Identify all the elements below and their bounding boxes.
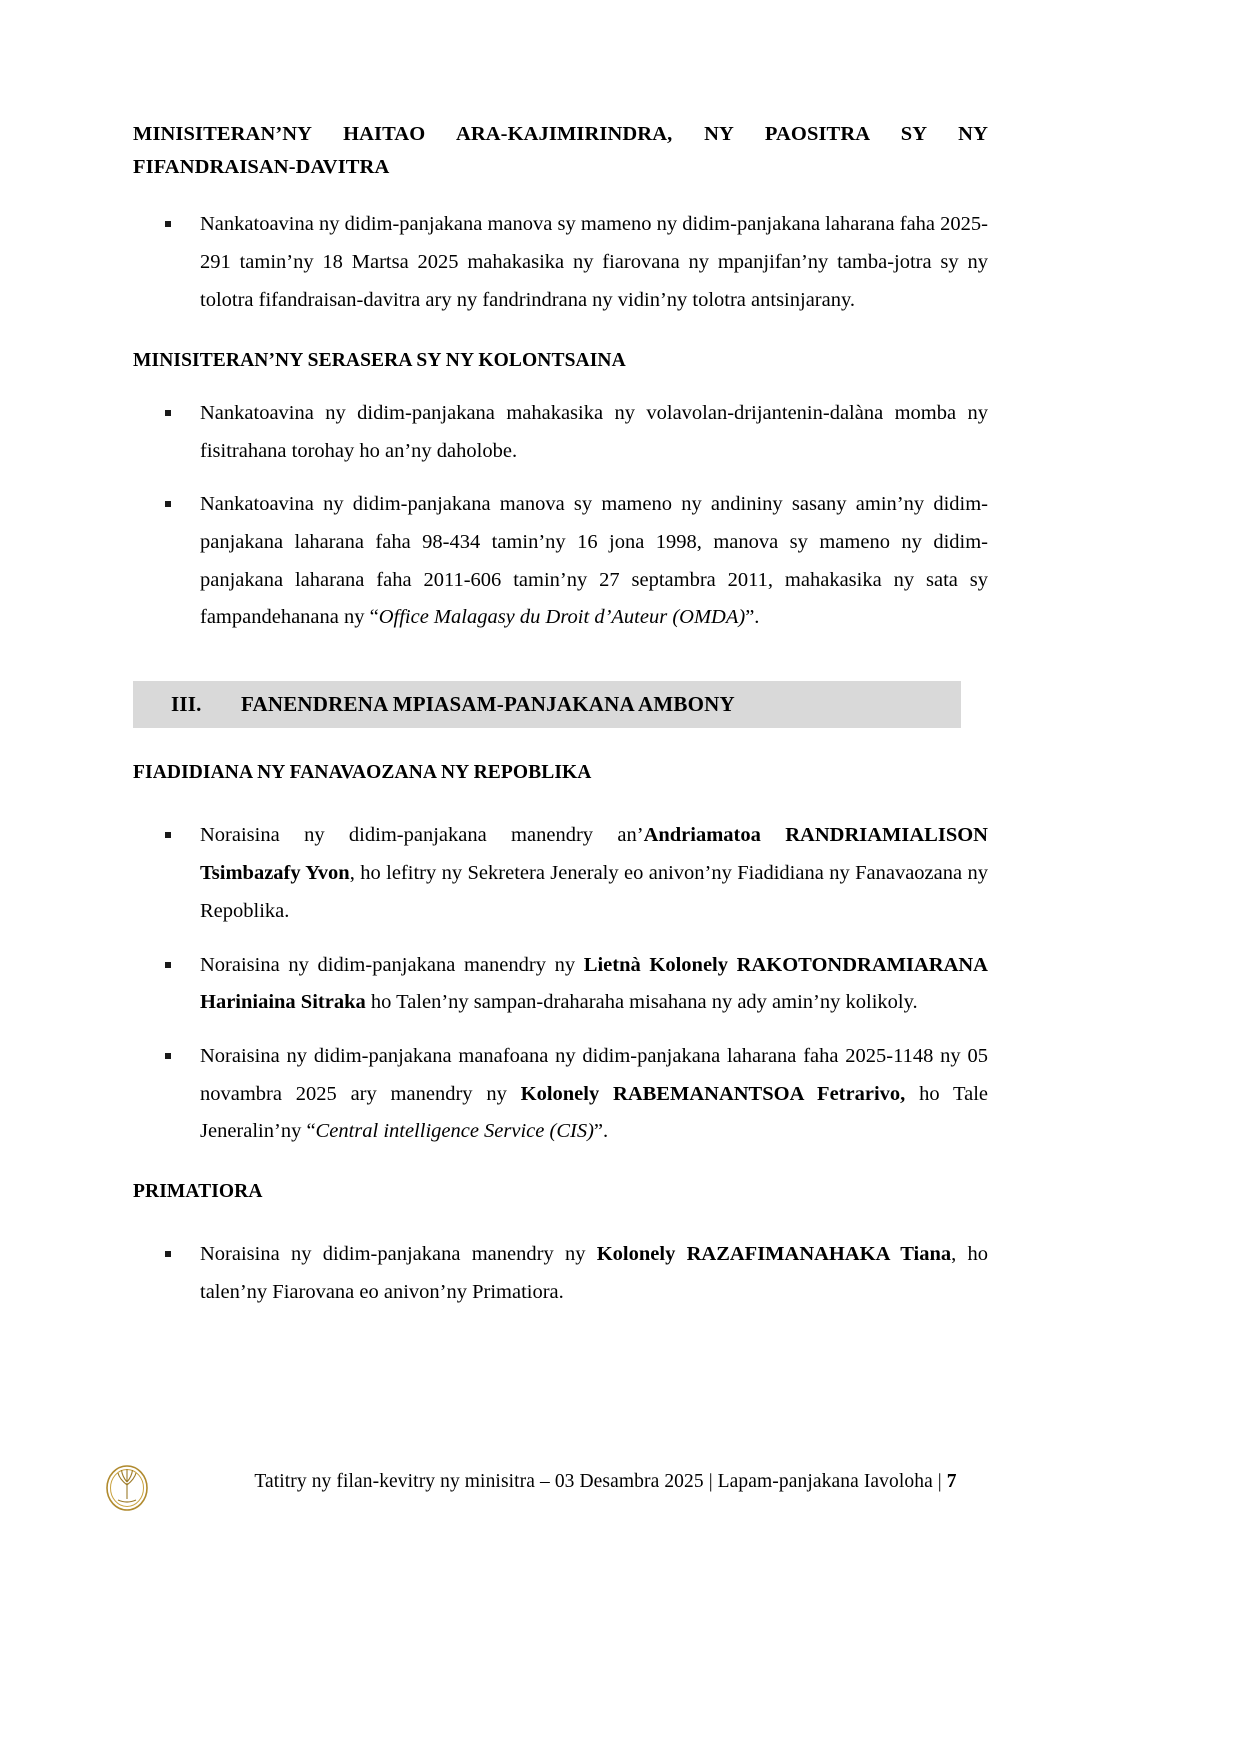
list-item-text-part1: Noraisina ny didim-panjakana manafoana ny didim-panjakana laharana faha 2025-1148 ny 05 novambra 2025 ary manendry ny: [200, 1044, 988, 1105]
footer-caption-text: Tatitry ny filan-kevitry ny minisitra – 03 Desambra 2025 | Lapam-panjakana Iavoloha |: [254, 1471, 947, 1492]
list-item-text-part2: ho Tale Jeneralin’ny “: [200, 1082, 988, 1143]
appointee-name: Kolonely RAZAFIMANAHAKA Tiana: [596, 1243, 952, 1266]
list-item: [133, 1038, 988, 1151]
page-footer: [0, 1459, 1241, 1519]
list-item-text-after: ”.: [745, 606, 760, 629]
bullet-square-icon: [165, 501, 171, 507]
appointee-name: Kolonely RABEMANANTSOA Fetrarivo,: [520, 1082, 906, 1105]
list-item-text-part1: Noraisina ny didim-panjakana manendry an’: [200, 824, 644, 847]
list-item: [133, 486, 988, 637]
list-item-text-part3: ”.: [593, 1120, 609, 1143]
bullet-square-icon: [165, 1251, 171, 1257]
bullet-list-haitao: [133, 206, 988, 319]
page-number: 7: [946, 1471, 957, 1492]
list-item: [133, 206, 988, 319]
section-number: III.: [171, 692, 202, 717]
bullet-list-serasera: [133, 395, 988, 637]
spacer: [133, 1210, 988, 1236]
list-item-text-part2: , ho lefitry ny Sekretera Jeneraly eo anivon’ny Fiadidiana ny Fanavaozana ny Repoblika.: [200, 862, 989, 922]
list-item-text: Nankatoavina ny didim-panjakana mahakasika ny volavolan-drijantenin-dalàna momba ny fisitrahana torohay ho an’ny daholobe.: [200, 401, 988, 462]
appointee-name: Andriamatoa RANDRIAMIALISON Tsimbazafy Yvon: [200, 824, 988, 885]
spacer: [133, 1151, 988, 1177]
list-item-text-part1: Noraisina ny didim-panjakana manendry ny: [200, 1243, 597, 1266]
list-item-text-part2: , ho talen’ny Fiarovana eo anivon’ny Primatiora.: [200, 1243, 988, 1304]
list-item: [133, 817, 988, 930]
bullet-square-icon: [165, 832, 171, 838]
appointee-name: Lietnà Kolonely RAKOTONDRAMIARANA Hariniaina Sitraka: [200, 953, 988, 1014]
organization-name-cis: Central intelligence Service (CIS): [315, 1120, 594, 1143]
list-item-text-part1: Noraisina ny didim-panjakana manendry ny: [200, 953, 584, 976]
list-item-text-before: Nankatoavina ny didim-panjakana manova sy mameno ny andininy sasany amin’ny didim-panjakana laharana faha 98-434 tamin’ny 16 jona 1998, manova sy mameno ny didim-panjakana laharana faha 2011-606 tamin’ny 27 septambra 2011, mahakasika ny sata sy fampandehanana ny “: [200, 493, 988, 629]
page-content: [133, 118, 988, 1312]
heading-fiadidiana: FIADIDIANA NY FANAVAOZANA NY REPOBLIKA: [133, 762, 592, 784]
list-item-text-part2: ho Talen’ny sampan-draharaha misahana ny ady amin’ny kolikoly.: [365, 991, 918, 1014]
bullet-square-icon: [165, 962, 171, 968]
section-heading-band: [133, 681, 961, 728]
spacer: [133, 190, 988, 206]
bullet-square-icon: [165, 221, 171, 227]
heading-ministry-haitao: MINISITERAN’NY HAITAO ARA-KAJIMIRINDRA, NY PAOSITRA SY NY FIFANDRAISAN-DAVITRA: [133, 123, 988, 179]
list-item: [133, 1236, 988, 1311]
spacer: [133, 379, 988, 395]
footer-caption: [0, 1471, 1241, 1493]
bullet-list-primatiora: [133, 1236, 988, 1311]
heading-ministry-serasera: MINISITERAN’NY SERASERA SY NY KOLONTSAINA: [133, 349, 626, 371]
bullet-square-icon: [165, 1053, 171, 1059]
section-heading-inner: [133, 692, 961, 717]
heading-primatiora: PRIMATIORA: [133, 1181, 263, 1203]
list-item: [133, 947, 988, 1022]
bullet-list-fiadidiana: [133, 817, 988, 1151]
list-item-italic-omda: Office Malagasy du Droit d’Auteur (OMDA): [378, 606, 746, 629]
spacer: [133, 791, 988, 817]
section-title: FANENDRENA MPIASAM-PANJAKANA AMBONY: [241, 692, 735, 717]
spacer: [133, 320, 988, 346]
list-item-text: Nankatoavina ny didim-panjakana manova sy mameno ny didim-panjakana laharana faha 2025-291 tamin’ny 18 Martsa 2025 mahakasika ny fiarovana ny mpanjifan’ny tamba-jotra sy ny tolotra fifandraisan-davitra ary ny fandrindrana ny vidin’ny tolotra antsinjarany.: [200, 213, 988, 311]
bullet-square-icon: [165, 410, 171, 416]
list-item: [133, 395, 988, 470]
